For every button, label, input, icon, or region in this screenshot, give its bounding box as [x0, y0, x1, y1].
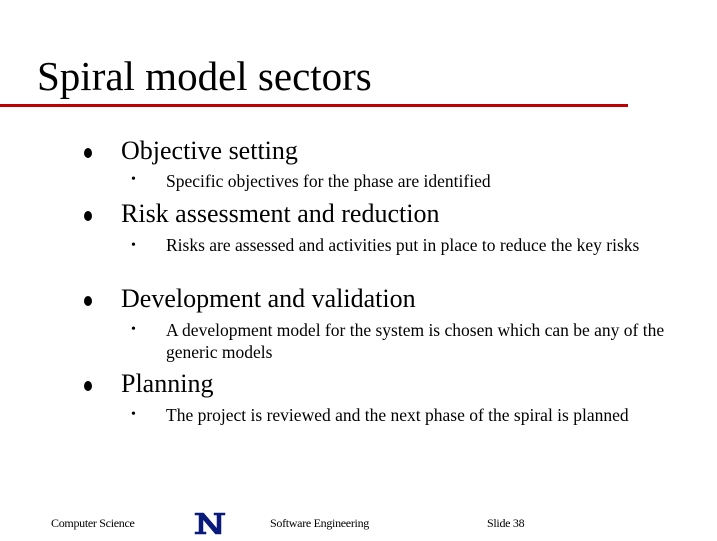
bullet-icon	[84, 148, 92, 158]
sector-heading: Objective setting	[121, 136, 298, 165]
sector-heading: Planning	[121, 369, 214, 398]
sector-detail: A development model for the system is chosen which can be any of the generic models	[166, 320, 665, 362]
slide-title: Spiral model sectors	[37, 53, 372, 99]
block-n-logo-icon	[193, 511, 227, 536]
sub-bullet-icon: •	[131, 172, 136, 187]
sector-detail: The project is reviewed and the next phase of the spiral is planned	[166, 405, 629, 425]
sub-bullet-icon: •	[131, 238, 136, 253]
sector-detail: Specific objectives for the phase are identified	[166, 171, 491, 191]
sector-heading: Development and validation	[121, 284, 416, 313]
bullet-icon	[84, 381, 92, 391]
title-underline	[0, 104, 628, 107]
sector-detail: Risks are assessed and activities put in place to reduce the key risks	[166, 235, 640, 255]
footer-department: Computer Science	[51, 516, 135, 530]
sub-bullet-icon: •	[131, 322, 136, 337]
bullet-icon	[84, 296, 92, 306]
sub-bullet-icon: •	[131, 407, 136, 422]
sector-heading: Risk assessment and reduction	[121, 199, 440, 228]
footer-course: Software Engineering	[270, 516, 369, 530]
footer-slide-number: Slide 38	[487, 516, 525, 530]
bullet-icon	[84, 211, 92, 221]
